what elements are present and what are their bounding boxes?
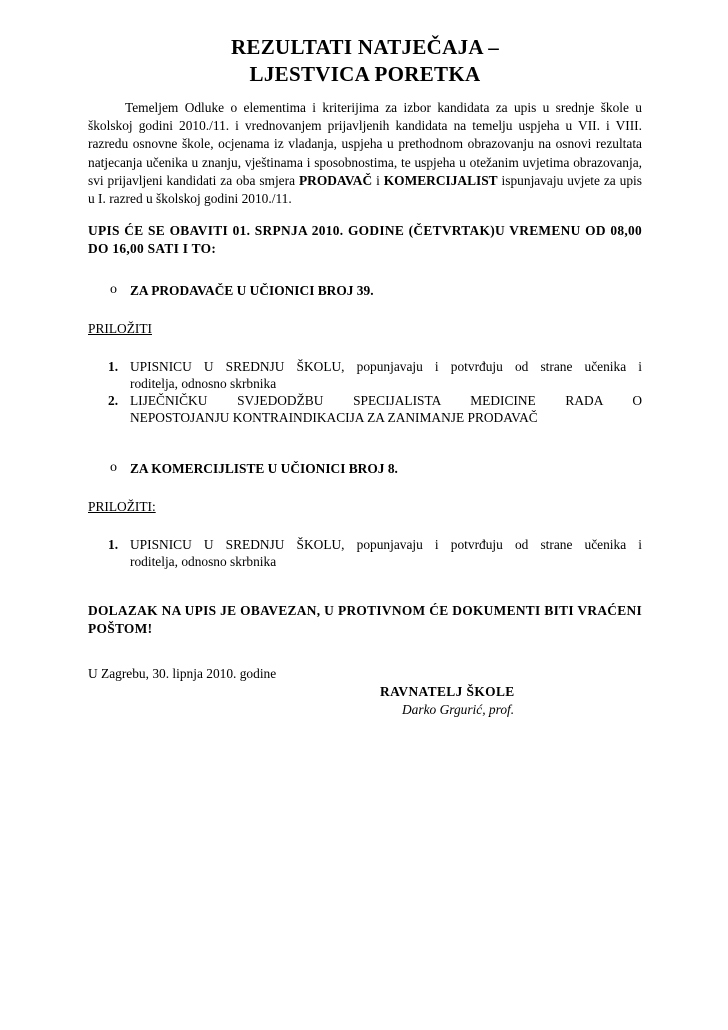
commerce-attach-label: PRILOŽITI: [88, 498, 156, 514]
list-item [88, 358, 642, 392]
signature-name: Darko Grgurić, prof. [402, 702, 515, 717]
intro-text-before: Temeljem Odluke o elementima i kriterijima za izbor kandidata za upis u srednje škole u školskoj godini 2010./11. i vrednovanjem prijavljenih kandidata na temelju uspjeha u VII. i VIII. razredu osnovne škole, ocjenama iz vladanja, uspjeha u prethodnom obrazovanju na osnovi rezultata natjecanja učenika u znanju, vještinama i sposobnostima, te uspjeha u otežanim uvjetima obrazovanja, svi prijavljeni kandidati za oba smjera [88, 100, 642, 188]
list-item-number: 1. [108, 536, 119, 552]
sales-attachment-list [88, 358, 642, 426]
list-item-number: 1. [108, 358, 119, 374]
list-item [88, 392, 642, 426]
list-item-line-1: UPISNICU U SREDNJU ŠKOLU, popunjavaju i potvrđuju od strane učenika i [130, 536, 642, 552]
document-title [88, 34, 642, 88]
bullet-circle-icon: o [110, 459, 117, 475]
sales-attach-label: PRILOŽITI [88, 320, 152, 336]
warning-notice: DOLAZAK NA UPIS JE OBAVEZAN, U PROTIVNOM ĆE DOKUMENTI BITI VRAĆENI POŠTOM! [88, 602, 642, 636]
list-item-line-2: roditelja, odnosno skrbnika [130, 553, 277, 569]
sales-heading [88, 282, 642, 300]
list-item-line-2: roditelja, odnosno skrbnika [130, 375, 277, 391]
title-line-2: LJESTVICA PORETKA [249, 62, 481, 86]
list-item-line-1: UPISNICU U SREDNJU ŠKOLU, popunjavaju i potvrđuju od strane učenika i [130, 358, 642, 374]
list-item-line-2: NEPOSTOJANJU KONTRAINDIKACIJA ZA ZANIMANJE PRODAVAČ [130, 409, 538, 425]
commerce-heading-text: ZA KOMERCIJLISTE U UČIONICI BROJ 8. [130, 460, 398, 476]
signature-block [380, 683, 515, 719]
intro-paragraph [88, 99, 642, 208]
sales-heading-text: ZA PRODAVAČE U UČIONICI BROJ 39. [130, 282, 374, 298]
title-line-1: REZULTATI NATJEČAJA – [230, 35, 500, 59]
bullet-circle-icon: o [110, 281, 117, 297]
list-item [88, 536, 642, 570]
intro-bold-prodavac: PRODAVAČ [298, 172, 373, 188]
list-item-number: 2. [108, 392, 119, 408]
commerce-heading [88, 460, 642, 478]
document-page [88, 34, 642, 683]
commerce-attachment-list [88, 536, 642, 570]
list-item-line-1: LIJEČNIČKU SVJEDODŽBU SPECIJALISTA MEDICINE RADA O [130, 392, 642, 408]
enrollment-notice: UPIS ĆE SE OBAVITI 01. SRPNJA 2010. GODINE (ČETVRTAK)U VREMENU OD 08,00 DO 16,00 SATI I TO: [88, 223, 642, 257]
place-date: U Zagrebu, 30. lipnja 2010. godine [88, 666, 277, 682]
intro-text-after: ispunjavaju uvjete za upis u I. razred u školskoj godini 2010./11. [88, 172, 642, 207]
intro-conj: i [376, 172, 380, 188]
intro-bold-komercijalist: KOMERCIJALIST [383, 172, 498, 188]
signature-role: RAVNATELJ ŠKOLE [380, 684, 515, 699]
